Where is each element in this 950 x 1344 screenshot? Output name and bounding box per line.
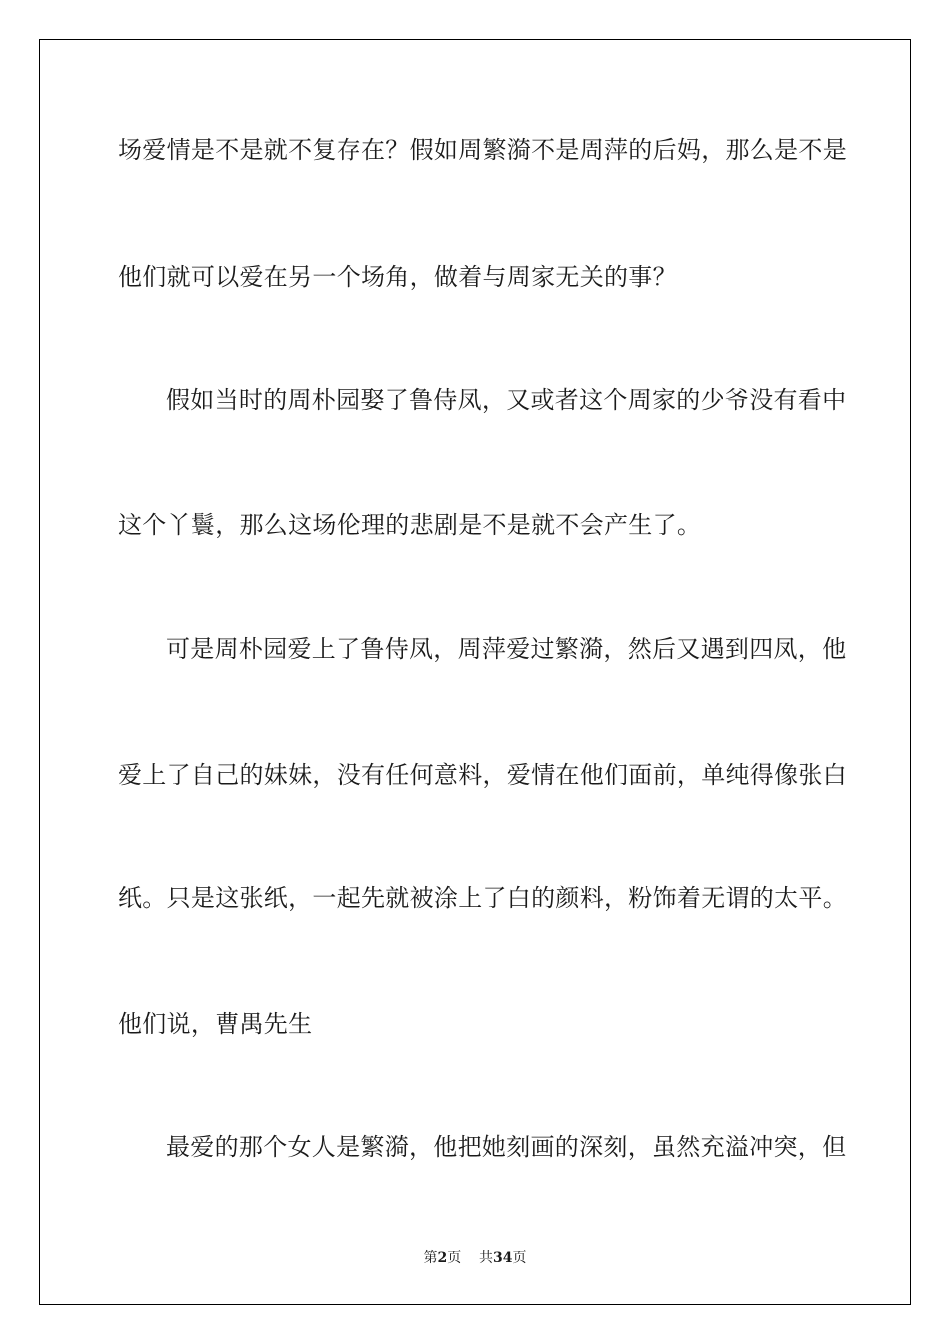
total-label: 共 [479,1250,494,1266]
text-line-1: 场爱情是不是就不复存在？假如周繁漪不是周萍的后妈，那么是不是 [118,136,847,164]
text-line-7: 纸。只是这张纸，一起先就被涂上了白的颜料，粉饰着无谓的太平。 [118,884,847,912]
page-border [39,39,911,1305]
text-line-8: 他们说，曹禺先生 [118,1010,313,1038]
page-unit: 页 [447,1250,462,1266]
text-line-3: 假如当时的周朴园娶了鲁侍凤，又或者这个周家的少爷没有看中 [166,386,847,414]
page-number: 2 [437,1250,448,1266]
page-label: 第 [423,1250,438,1266]
total-unit: 页 [512,1250,527,1266]
total-pages: 34 [493,1250,513,1266]
text-line-9: 最爱的那个女人是繁漪，他把她刻画的深刻，虽然充溢冲突，但 [166,1133,847,1161]
text-line-5: 可是周朴园爱上了鲁侍凤，周萍爱过繁漪，然后又遇到四凤，他 [166,635,847,663]
text-line-2: 他们就可以爱在另一个场角，做着与周家无关的事？ [118,263,677,291]
page-footer [0,1247,950,1267]
text-line-4: 这个丫鬟，那么这场伦理的悲剧是不是就不会产生了。 [118,511,702,539]
text-line-6: 爱上了自己的妹妹，没有任何意料，爱情在他们面前，单纯得像张白 [118,761,847,789]
